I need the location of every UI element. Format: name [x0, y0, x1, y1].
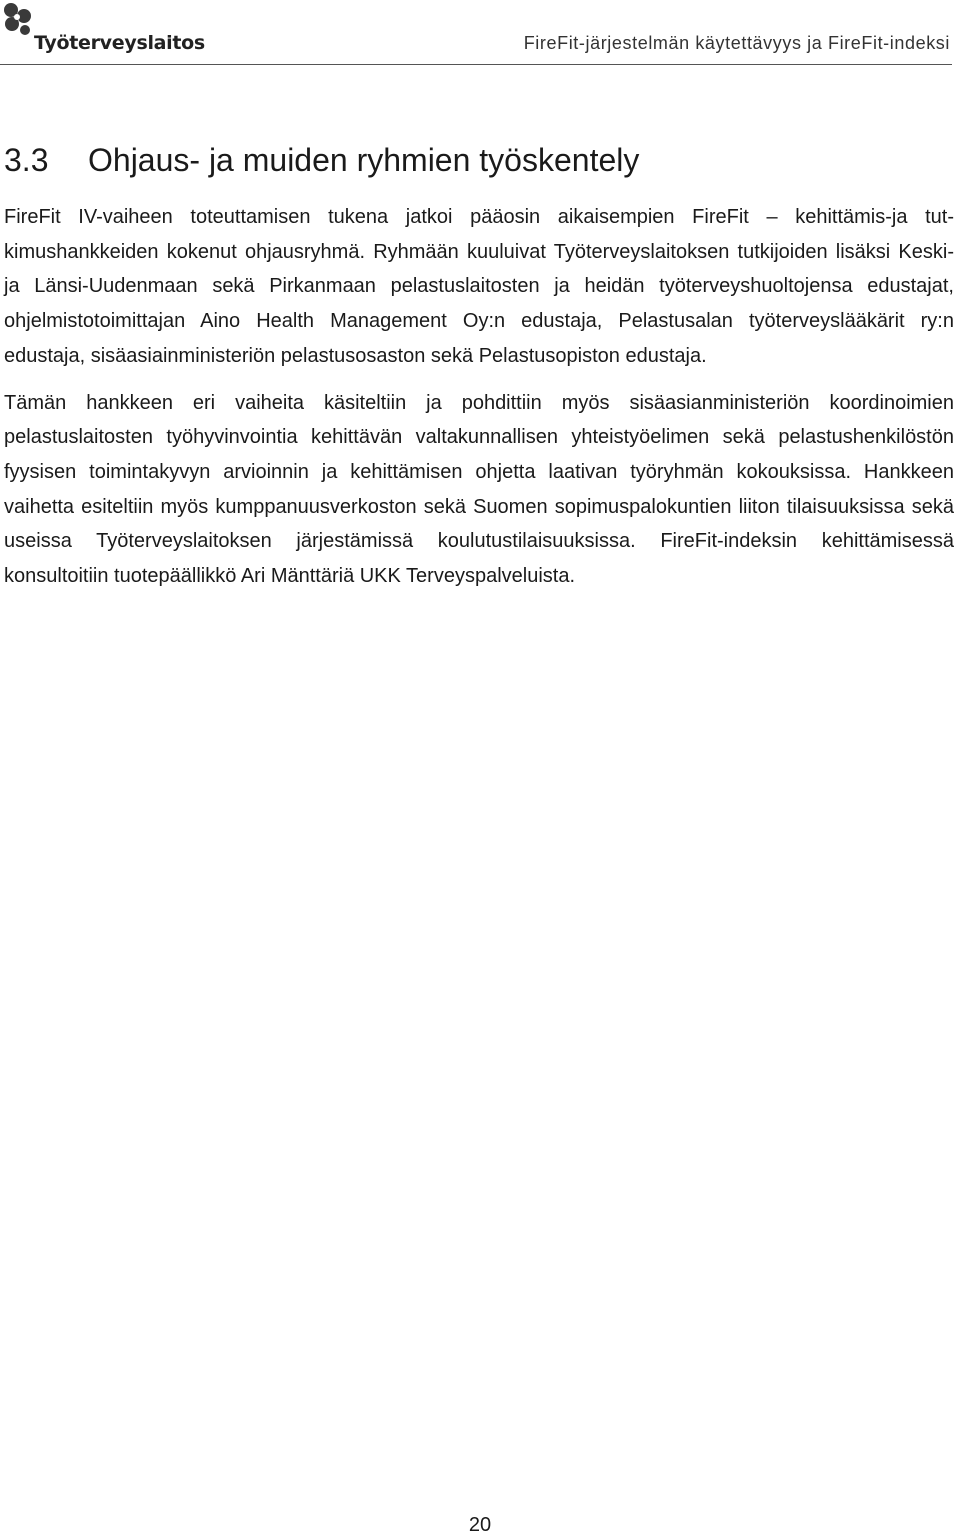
paragraph-1: FireFit IV-vaiheen toteuttamisen tukena jatkoi pääosin aikaisempien FireFit – kehittämis-ja tutkimushankkeiden kokenut ohjausryhmä. Ryhmään kuuluivat Työterveyslaitoksen tutkijoiden lisäksi Keski- ja Länsi-Uudenmaan sekä Pirkanmaan pelastuslaitosten ja heidän työterveyshuoltojensa edustajat, ohjelmistotoimittajan Aino Health Management Oy:n edustaja, Pelastusalan työterveyslääkärit ry:n edustaja, sisäasiainministeriön pelastusosaston sekä Pelastusopiston edustaja. [4, 206, 954, 367]
page-header [0, 0, 960, 66]
section-title: Ohjaus- ja muiden ryhmien työskentely [88, 142, 640, 178]
header-divider [0, 64, 952, 65]
section-number: 3.3 [4, 142, 49, 178]
logo-text: Työterveyslaitos [34, 32, 205, 54]
running-title: FireFit-järjestelmän käytettävyys ja FireFit-indeksi [523, 33, 950, 53]
page-number: 20 [468, 1514, 492, 1536]
page-content [4, 138, 954, 606]
paragraph-2: Tämän hankkeen eri vaiheita käsiteltiin ja pohdittiin myös sisäasianministeriön koordinoimien pelastuslaitosten työhyvinvointia kehittävän valtakunnallisen yhteistyöelimen sekä pelastushenkilöstön fyysisen toimintakyvyn arvioinnin ja kehittämisen ohjetta laativan työryhmän kokouksissa. Hankkeen vaihetta esiteltiin myös kumppanuusverkoston sekä Suomen sopimuspalokuntien liiton tilaisuuksissa sekä useissa Työterveyslaitoksen järjestämissä koulutustilaisuuksissa. FireFit-indeksin kehittämisessä konsultoitiin tuotepäällikkö Ari Mänttäriä UKK Terveyspalveluista. [4, 391, 954, 588]
section-heading [4, 138, 954, 182]
logo-mark-icon [2, 2, 36, 42]
